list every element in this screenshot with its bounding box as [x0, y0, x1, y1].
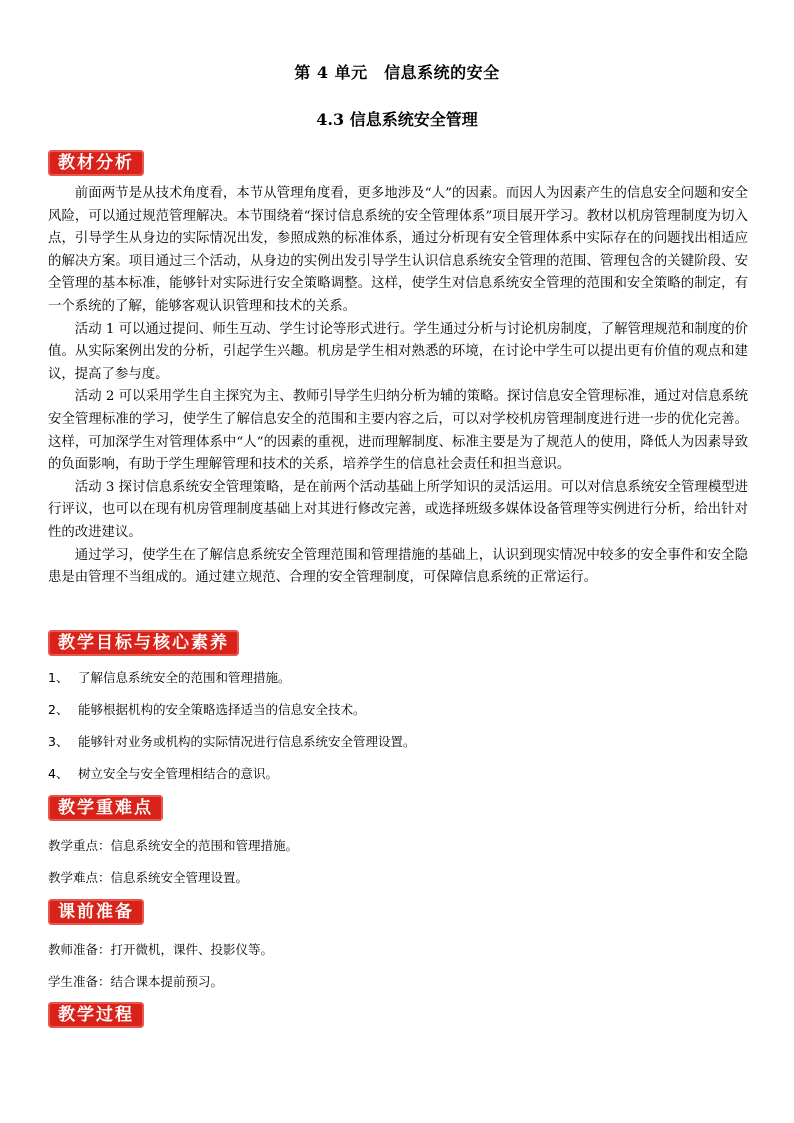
goal-text: 能够根据机构的安全策略选择适当的信息安全技术。	[78, 702, 366, 717]
student-preparation: 学生准备：结合课本提前预习。	[48, 974, 224, 989]
goal-number: 1、	[48, 670, 69, 685]
heading-key-points: 教学重难点	[48, 795, 163, 821]
goal-text: 树立安全与安全管理相结合的意识。	[78, 766, 279, 781]
unit-title: 第 4 单元 信息系统的安全	[294, 63, 500, 82]
goal-item	[48, 764, 748, 796]
section-title: 4.3 信息系统安全管理	[316, 110, 478, 129]
key-focus: 教学重点：信息系统安全的范围和管理措施。	[48, 838, 299, 853]
goal-item	[48, 668, 748, 700]
goal-number: 4、	[48, 766, 69, 781]
goals-list	[48, 668, 748, 796]
analysis-body	[48, 183, 748, 590]
analysis-paragraph: 活动 2 可以采用学生自主探究为主、教师引导学生归纳分析为辅的策略。探讨信息安全管理标准，通过对信息系统安全管理标准的学习，使学生了解信息安全的范围和主要内容之后，可以对学校机房管理制度进行进一步的优化完善。这样，可加深学生对管理体系中“人”的因素的重视，进而理解制度、标准主要是为了规范人的使用，降低人为因素导致的负面影响，有助于学生理解管理和技术的关系，培养学生的信息社会责任和担当意识。	[48, 389, 748, 473]
goal-text: 能够针对业务或机构的实际情况进行信息系统安全管理设置。	[78, 734, 416, 749]
heading-goals: 教学目标与核心素养	[48, 630, 239, 656]
heading-process: 教学过程	[48, 1002, 144, 1028]
key-difficulty: 教学难点：信息系统安全管理设置。	[48, 870, 249, 885]
heading-preparation: 课前准备	[48, 899, 144, 925]
heading-analysis: 教材分析	[48, 150, 144, 176]
analysis-paragraph: 活动 1 可以通过提问、师生互动、学生讨论等形式进行。学生通过分析与讨论机房制度，了解管理规范和制度的价值。从实际案例出发的分析，引起学生兴趣。机房是学生相对熟悉的环境，在讨论中学生可以提出更有价值的观点和建议，提高了参与度。	[48, 321, 748, 382]
goal-item	[48, 700, 748, 732]
analysis-paragraph: 前面两节是从技术角度看，本节从管理角度看，更多地涉及“人”的因素。而因人为因素产生的信息安全问题和安全风险，可以通过规范管理解决。本节围绕着“探讨信息系统的安全管理体系”项目展开学习。教材以机房管理制度为切入点，引导学生从身边的实际情况出发，参照成熟的标准体系，通过分析现有安全管理体系中实际存在的问题找出相适应的解决方案。项目通过三个活动，从身边的实例出发引导学生认识信息系统安全管理的范围、管理包含的关键阶段、安全管理的基本标准，能够针对实际进行安全策略调整。这样，使学生对信息系统安全管理的范围和安全策略的制定，有一个系统的了解，能够客观认识管理和技术的关系。	[48, 186, 748, 314]
goal-number: 3、	[48, 734, 69, 749]
goal-item	[48, 732, 748, 764]
goal-number: 2、	[48, 702, 69, 717]
analysis-paragraph: 活动 3 探讨信息系统安全管理策略，是在前两个活动基础上所学知识的灵活运用。可以对信息系统安全管理模型进行评议，也可以在现有机房管理制度基础上对其进行修改完善，或选择班级多媒体设备管理等实例进行分析，给出针对性的改进建议。	[48, 479, 748, 540]
goal-text: 了解信息系统安全的范围和管理措施。	[78, 670, 291, 685]
teacher-preparation: 教师准备：打开微机，课件、投影仪等。	[48, 942, 274, 957]
analysis-paragraph: 通过学习，使学生在了解信息系统安全管理范围和管理措施的基础上，认识到现实情况中较多的安全事件和安全隐患是由管理不当组成的。通过建立规范、合理的安全管理制度，可保障信息系统的正常运行。	[48, 547, 748, 586]
